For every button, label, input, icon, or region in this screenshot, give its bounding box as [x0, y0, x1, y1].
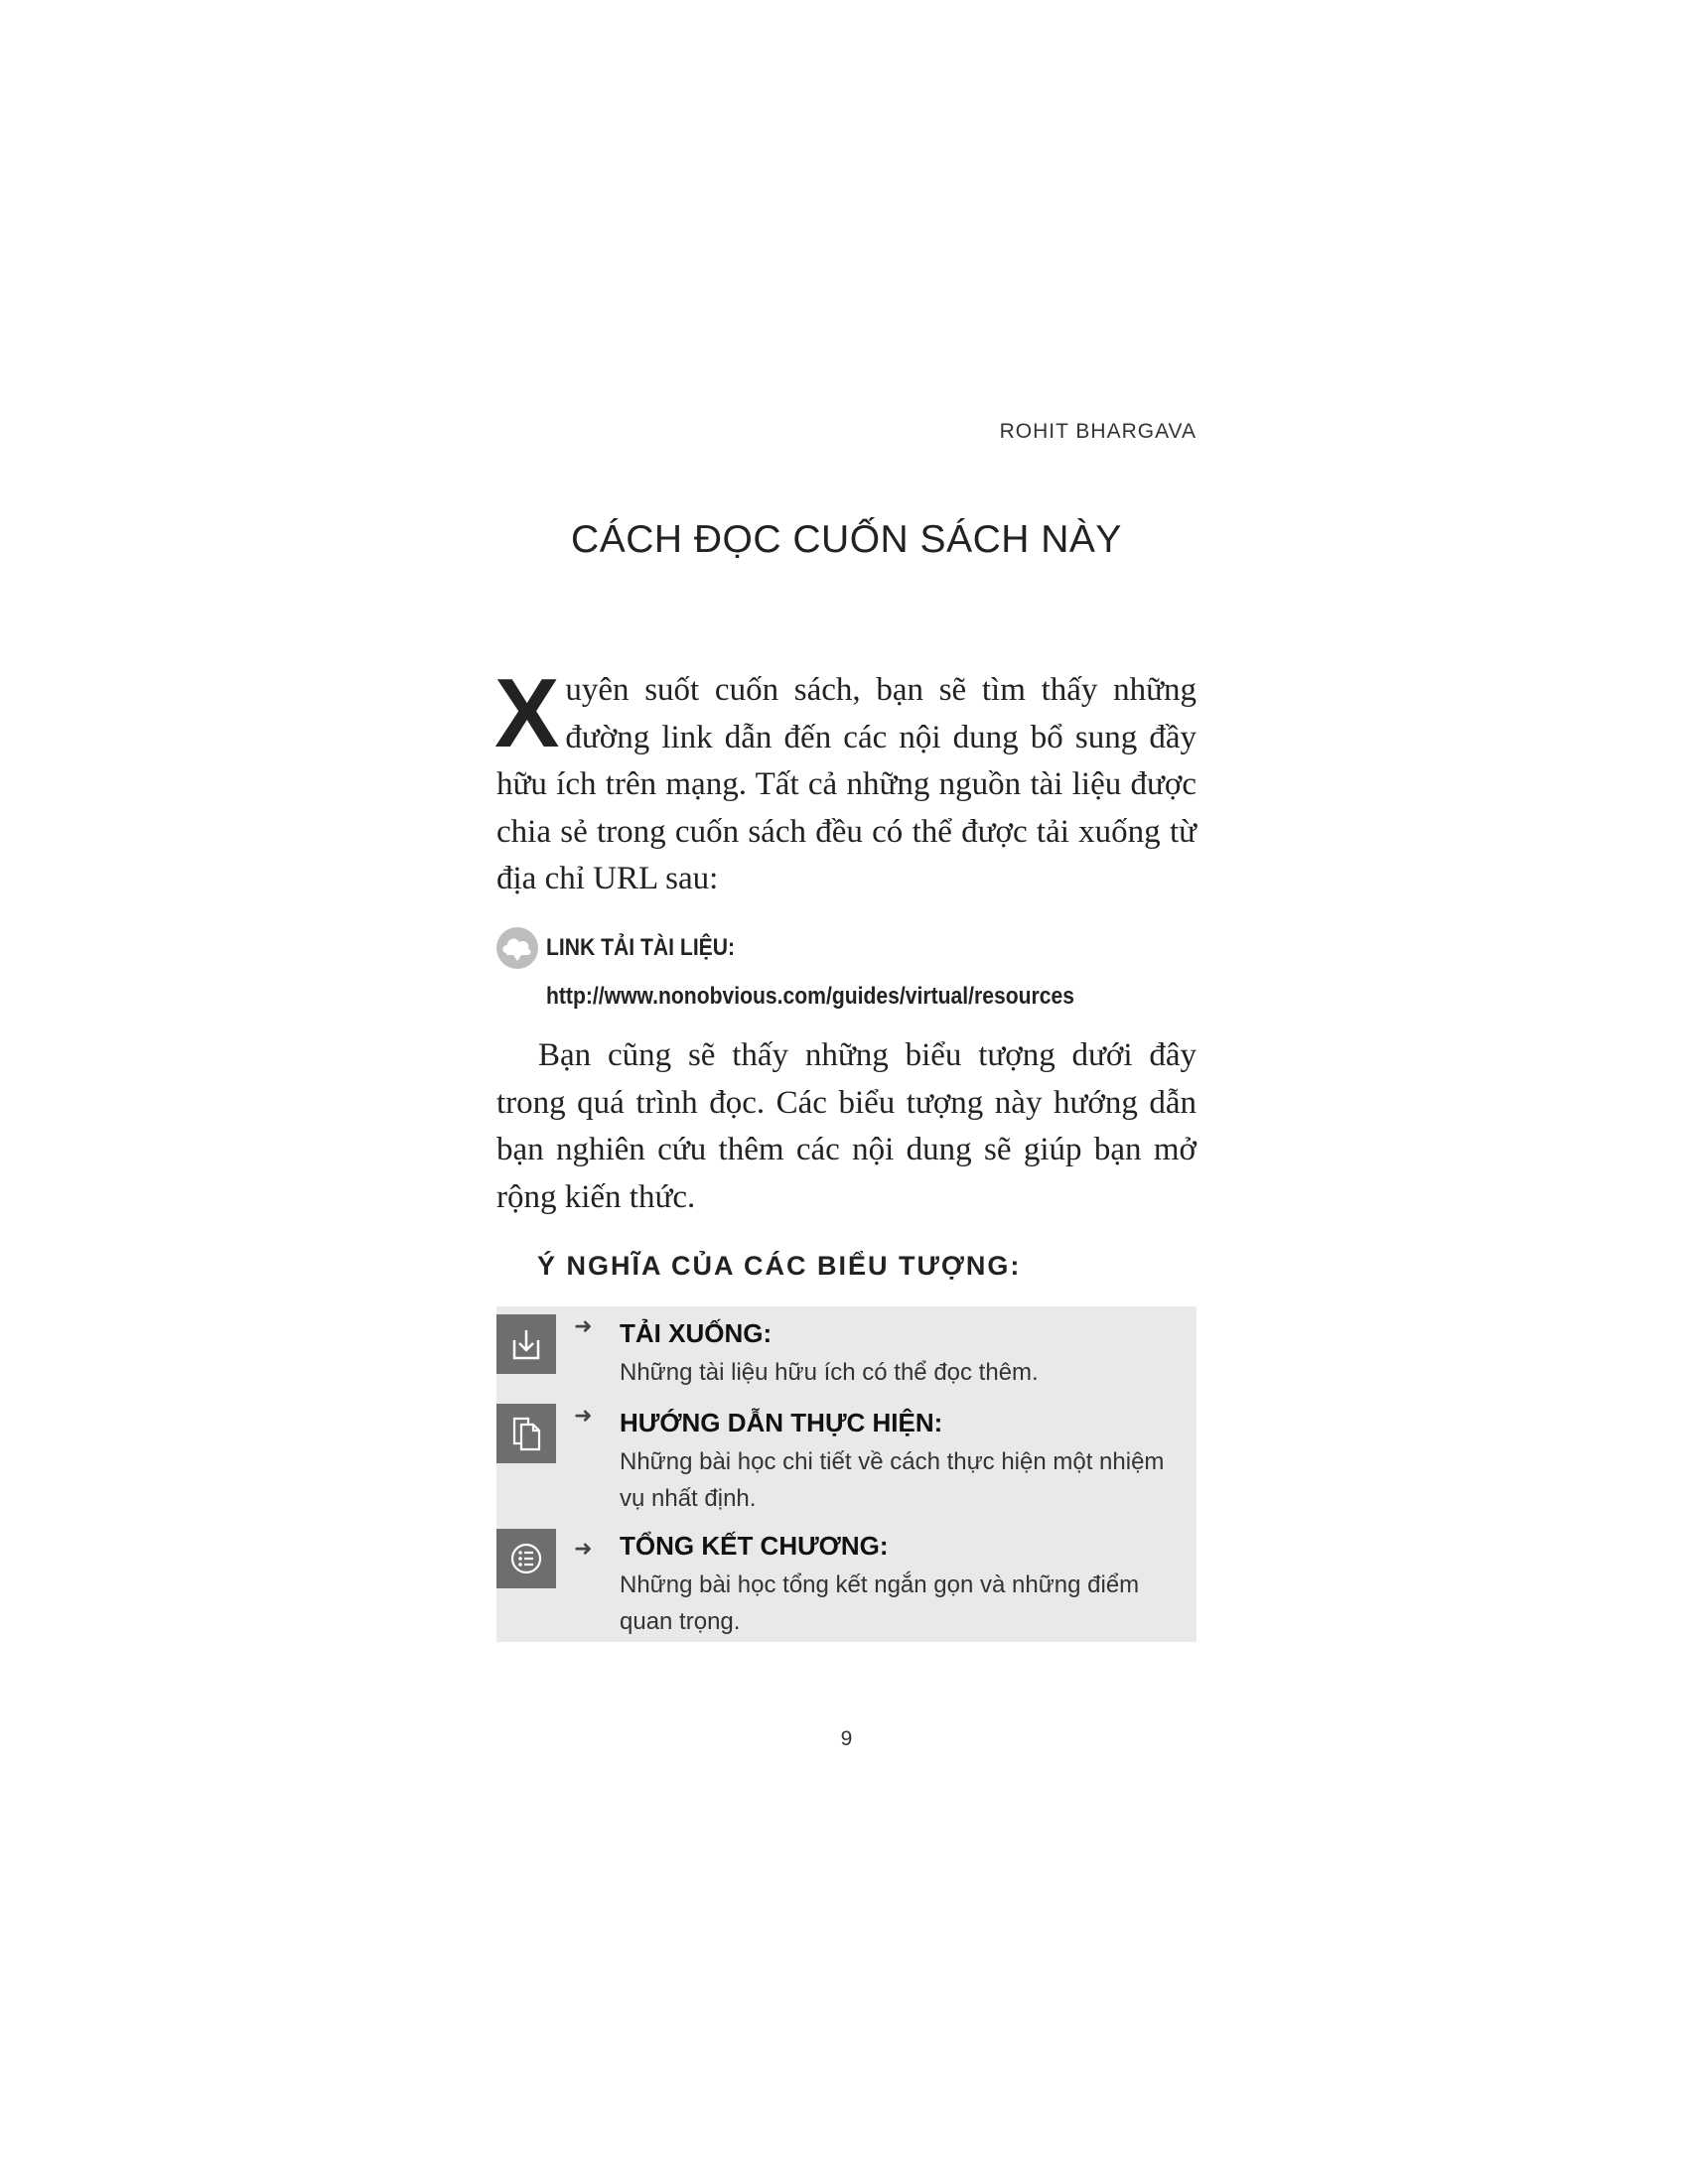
- intro-text: uyên suốt cuốn sách, bạn sẽ tìm thấy những đường link dẫn đến các nội dung bổ sung đầy hữu ích trên mạng. Tất cả những nguồn tài liệu được chia sẻ trong cuốn sách đều có thể được tải xuống từ địa chỉ URL sau:: [496, 672, 1196, 896]
- legend-item-description: Những bài học chi tiết về cách thực hiện một nhiệm vụ nhất định.: [620, 1448, 1165, 1512]
- legend-item-name: HƯỚNG DẪN THỰC HIỆN:: [620, 1408, 943, 1437]
- list-summary-icon: [496, 1529, 556, 1588]
- resource-link-block: [496, 927, 1196, 1011]
- drop-cap: X: [494, 658, 560, 767]
- arrow-right-icon: ➜: [574, 1537, 593, 1562]
- second-paragraph-text: Bạn cũng sẽ thấy những biểu tượng dưới đây trong quá trình đọc. Các biểu tượng này hướng dẫn bạn nghiên cứu thêm các nội dung sẽ giúp bạn mở rộng kiến thức.: [496, 1037, 1196, 1215]
- legend-item-description: Những tài liệu hữu ích có thể đọc thêm.: [620, 1359, 1039, 1386]
- arrow-right-icon: ➜: [574, 1314, 593, 1339]
- running-head: ROHIT BHARGAVA: [999, 420, 1196, 443]
- legend-title: Ý NGHĨA CỦA CÁC BIỂU TƯỢNG:: [537, 1251, 1022, 1281]
- resource-url-link[interactable]: http://www.nonobvious.com/guides/virtual/resources: [546, 983, 1074, 1010]
- legend-item-name: TỔNG KẾT CHƯƠNG:: [620, 1531, 889, 1561]
- page-number: 9: [840, 1727, 853, 1750]
- legend-item-name: TẢI XUỐNG:: [620, 1318, 773, 1348]
- documents-icon: [496, 1404, 556, 1463]
- second-paragraph: [496, 1032, 1196, 1221]
- download-icon: [496, 1314, 556, 1374]
- icon-legend-box: [496, 1306, 1196, 1642]
- intro-paragraph: [494, 658, 1196, 903]
- chapter-title: CÁCH ĐỌC CUỐN SÁCH NÀY: [571, 518, 1122, 561]
- cloud-download-icon: [496, 927, 538, 969]
- link-label: LINK TẢI TÀI LIỆU:: [546, 934, 736, 961]
- arrow-right-icon: ➜: [574, 1404, 593, 1429]
- legend-item-description: Những bài học tổng kết ngắn gọn và những điểm quan trọng.: [620, 1571, 1140, 1635]
